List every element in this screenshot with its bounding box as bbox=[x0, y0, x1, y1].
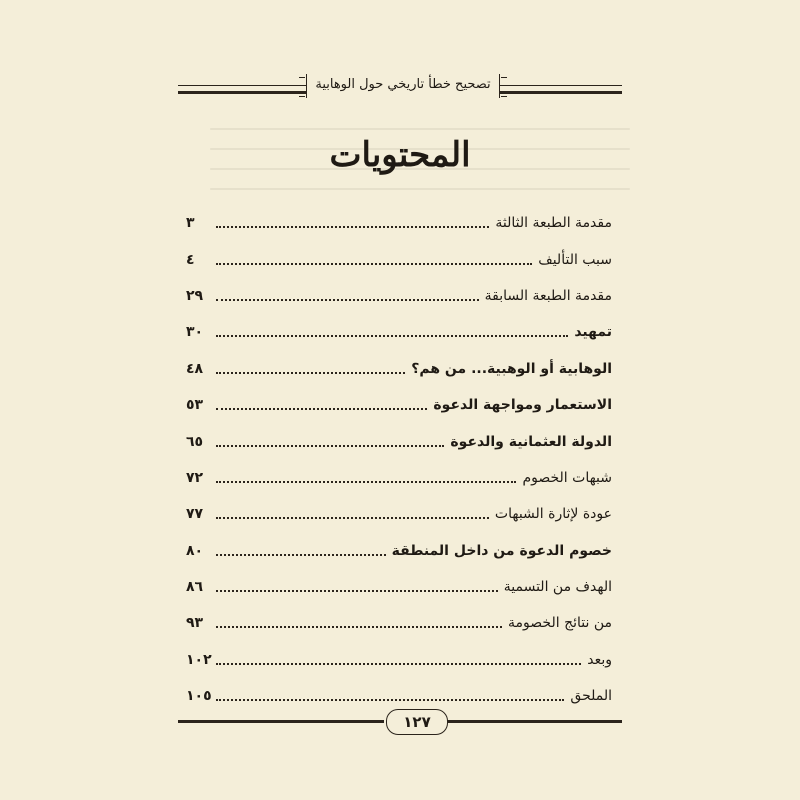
toc-entry-title: وبعد bbox=[587, 651, 612, 668]
toc-entry-page: ٦٥ bbox=[186, 433, 204, 450]
toc-entry-page: ١٠٥ bbox=[186, 688, 212, 705]
toc-entry-page: ٣ bbox=[186, 215, 195, 232]
toc-entry[interactable] bbox=[186, 605, 612, 641]
toc-entry-page: ٧٢ bbox=[186, 469, 204, 486]
toc-leader-dots bbox=[216, 481, 516, 483]
toc-entry-title: من نتائج الخصومة bbox=[508, 615, 612, 632]
toc-entry[interactable] bbox=[186, 569, 612, 605]
toc-leader-dots bbox=[216, 699, 564, 701]
toc-entry-page: ٤٨ bbox=[186, 360, 204, 377]
toc-entry-page: ٨٠ bbox=[186, 542, 204, 559]
toc-entry[interactable] bbox=[186, 460, 612, 496]
toc-entry-page: ٣٠ bbox=[186, 324, 204, 341]
page-footer bbox=[178, 708, 622, 736]
toc-entry[interactable] bbox=[186, 423, 612, 459]
toc-entry[interactable] bbox=[186, 314, 612, 350]
toc-entry-page: ٧٧ bbox=[186, 506, 204, 523]
toc-leader-dots bbox=[216, 263, 532, 265]
table-of-contents bbox=[186, 205, 612, 714]
toc-leader-dots bbox=[216, 663, 581, 665]
toc-entry-title: تمهيد bbox=[574, 324, 612, 341]
toc-entry-title: الدولة العثمانية والدعوة bbox=[450, 433, 612, 450]
toc-leader-dots bbox=[216, 626, 502, 628]
toc-entry-title: خصوم الدعوة من داخل المنطقة bbox=[391, 542, 612, 559]
toc-entry-title: شبهات الخصوم bbox=[522, 469, 612, 486]
toc-leader-dots bbox=[216, 372, 405, 374]
running-header bbox=[178, 74, 622, 98]
toc-leader-dots bbox=[216, 299, 479, 301]
toc-entry[interactable] bbox=[186, 496, 612, 532]
toc-entry[interactable] bbox=[186, 533, 612, 569]
toc-entry-title: الهدف من التسمية bbox=[503, 579, 612, 596]
toc-leader-dots bbox=[216, 445, 444, 447]
toc-leader-dots bbox=[216, 408, 427, 410]
toc-leader-dots bbox=[216, 335, 568, 337]
toc-entry-page: ١٠٢ bbox=[186, 651, 212, 668]
toc-leader-dots bbox=[216, 590, 498, 592]
toc-leader-dots bbox=[216, 554, 386, 556]
toc-entry-title: الاستعمار ومواجهة الدعوة bbox=[433, 397, 612, 414]
running-title: تصحيح خطأ تاريخي حول الوهابية bbox=[306, 74, 500, 98]
toc-leader-dots bbox=[216, 226, 489, 228]
toc-entry-page: ٨٦ bbox=[186, 579, 204, 596]
page-number: ١٢٧ bbox=[386, 709, 448, 735]
toc-entry-title: الملحق bbox=[570, 688, 612, 705]
toc-entry-title: الوهابية أو الوهبية... من هم؟ bbox=[411, 360, 612, 377]
toc-entry-page: ٩٣ bbox=[186, 615, 204, 632]
toc-entry-title: سبب التأليف bbox=[538, 251, 612, 268]
toc-entry-page: ٥٣ bbox=[186, 397, 204, 414]
toc-entry[interactable] bbox=[186, 205, 612, 241]
toc-entry-title: مقدمة الطبعة السابقة bbox=[484, 287, 612, 304]
toc-entry-page: ٢٩ bbox=[186, 287, 204, 304]
footer-rule-left bbox=[178, 720, 384, 723]
toc-entry[interactable] bbox=[186, 387, 612, 423]
toc-entry-title: عودة لإثارة الشبهات bbox=[494, 506, 612, 523]
toc-entry[interactable] bbox=[186, 278, 612, 314]
toc-entry-page: ٤ bbox=[186, 251, 195, 268]
footer-rule-right bbox=[422, 720, 622, 723]
toc-leader-dots bbox=[216, 517, 489, 519]
page-title: المحتويات bbox=[329, 135, 471, 175]
toc-entry[interactable] bbox=[186, 351, 612, 387]
toc-entry[interactable] bbox=[186, 642, 612, 678]
toc-entry[interactable] bbox=[186, 241, 612, 277]
toc-entry-title: مقدمة الطبعة الثالثة bbox=[495, 215, 612, 232]
